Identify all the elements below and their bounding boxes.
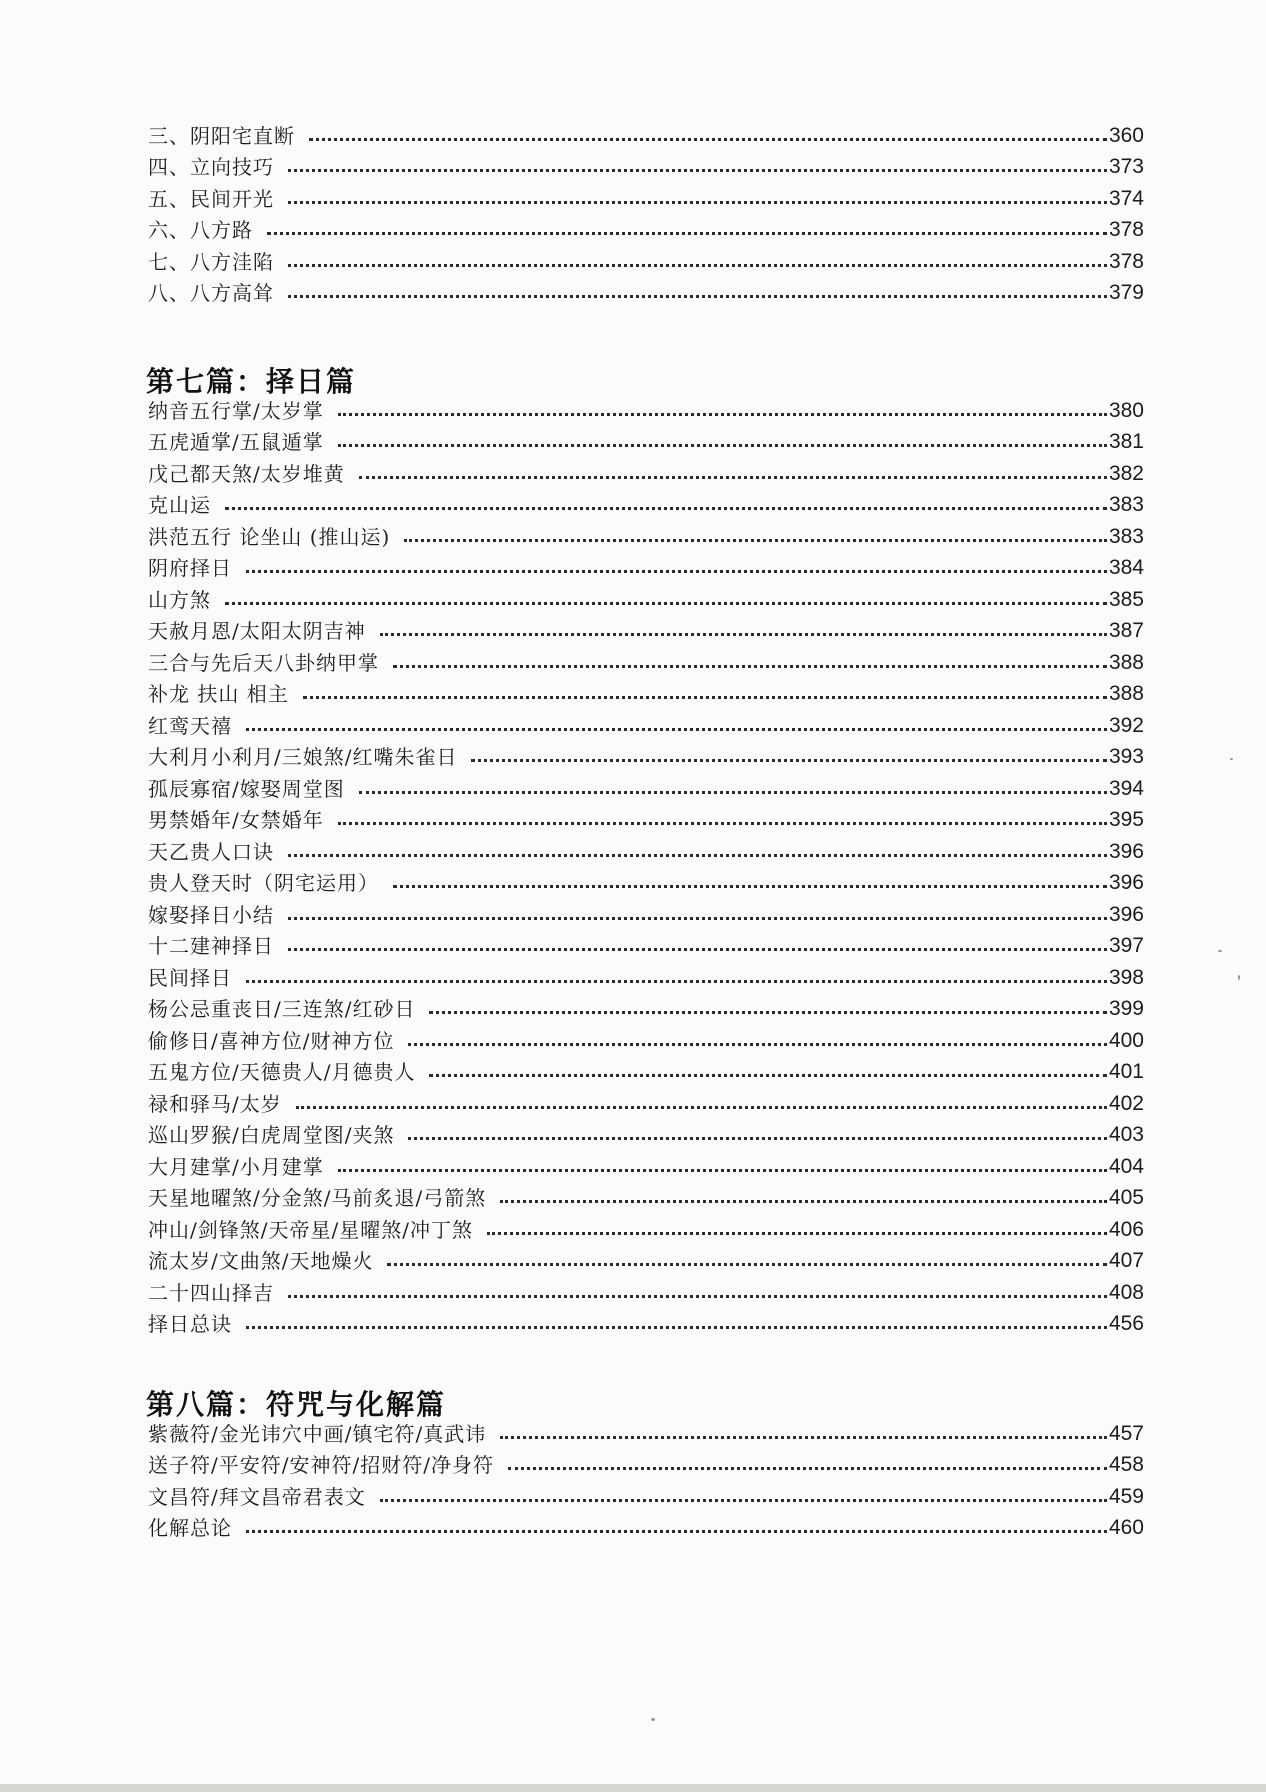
leader-dots (246, 570, 1107, 573)
toc-entry-page: 373 (1108, 155, 1144, 178)
toc-entry-page: 401 (1108, 1060, 1144, 1083)
leader-dots (288, 854, 1107, 857)
toc-entry (148, 1477, 1144, 1509)
leader-dots (380, 633, 1107, 636)
toc-entry-title: 五、民间开光 (148, 186, 274, 211)
toc-entry-title: 男禁婚年/女禁婚年 (148, 808, 324, 832)
toc-entry-title: 七、八方洼陷 (148, 249, 274, 274)
toc-entry (148, 1509, 1144, 1541)
toc-entry-page: 399 (1108, 997, 1144, 1020)
leader-dots (408, 1137, 1106, 1140)
toc-entry-page: 460 (1108, 1516, 1144, 1539)
toc-list-previous-section (148, 116, 1144, 305)
toc-entry (148, 391, 1144, 423)
toc-entry-page: 394 (1108, 776, 1144, 800)
toc-entry (148, 423, 1144, 455)
toc-entry-page: 388 (1108, 650, 1144, 674)
toc-entry-title: 三合与先后天八卦纳甲掌 (148, 650, 379, 675)
toc-entry-title: 紫薇符/金光讳穴中画/镇宅符/真武讳 (148, 1421, 487, 1446)
toc-entry (148, 1084, 1144, 1116)
leader-dots (338, 413, 1107, 416)
toc-entry-title: 十二建神择日 (148, 934, 274, 958)
leader-dots (471, 759, 1106, 762)
toc-entry (148, 832, 1144, 864)
leader-dots (267, 232, 1107, 235)
toc-entry-page: 406 (1108, 1217, 1144, 1241)
leader-dots (508, 1467, 1107, 1470)
leader-dots (500, 1200, 1107, 1203)
toc-entry-title: 杨公忌重丧日/三连煞/红砂日 (148, 997, 416, 1021)
toc-entry-title: 山方煞 (148, 587, 211, 612)
toc-entry-page: 404 (1108, 1154, 1144, 1178)
toc-entry (148, 1053, 1144, 1085)
toc-entry-page: 383 (1108, 524, 1144, 548)
toc-entry-title: 大利月小利月/三娘煞/红嘴朱雀日 (148, 745, 458, 769)
toc-entry-title: 文昌符/拜文昌帝君表文 (148, 1484, 366, 1509)
toc-entry-title: 洪范五行 论坐山 (推山运) (148, 524, 391, 549)
toc-entry-title: 八、八方高耸 (148, 281, 274, 305)
leader-dots (408, 1043, 1106, 1046)
leader-dots (246, 980, 1107, 983)
toc-entry (148, 895, 1144, 927)
toc-entry (148, 1179, 1144, 1211)
toc-entry (148, 864, 1144, 896)
toc-entry-title: 贵人登天时（阴宅运用） (148, 871, 379, 895)
toc-entry-page: 388 (1108, 682, 1144, 705)
leader-dots (338, 444, 1107, 447)
toc-entry (148, 1116, 1144, 1148)
toc-entry-page: 387 (1108, 619, 1144, 642)
toc-entry-title: 二十四山择吉 (148, 1280, 274, 1305)
toc-entry-page: 403 (1108, 1123, 1144, 1146)
toc-entry (148, 1273, 1144, 1305)
leader-dots (246, 728, 1107, 731)
toc-entry-page: 407 (1108, 1249, 1144, 1272)
toc-entry-page: 380 (1108, 398, 1144, 422)
toc-entry-page: 396 (1108, 902, 1144, 926)
toc-entry-page: 392 (1108, 713, 1144, 737)
toc-entry (148, 242, 1144, 274)
leader-dots (246, 1326, 1107, 1329)
toc-entry-page: 381 (1108, 430, 1144, 453)
leader-dots (288, 169, 1107, 172)
toc-entry (148, 738, 1144, 770)
toc-entry-title: 民间择日 (148, 965, 232, 990)
toc-entry-page: 396 (1108, 839, 1144, 863)
leader-dots (429, 1011, 1106, 1014)
toc-entry-title: 纳音五行掌/太岁掌 (148, 398, 324, 423)
toc-entry-title: 嫁娶择日小结 (148, 902, 274, 927)
toc-entry-title: 补龙 扶山 相主 (148, 682, 289, 706)
leader-dots (380, 1499, 1107, 1502)
toc-entry-page: 408 (1108, 1280, 1144, 1304)
scan-speck (651, 1718, 655, 1721)
toc-entry-title: 五鬼方位/天德贵人/月德贵人 (148, 1060, 416, 1084)
leader-dots (359, 476, 1107, 479)
toc-entry (148, 612, 1144, 644)
leader-dots (309, 138, 1107, 141)
leader-dots (338, 1169, 1107, 1172)
leader-dots (404, 539, 1107, 542)
toc-entry-title: 天赦月恩/太阳太阴吉神 (148, 619, 366, 643)
toc-entry (148, 1210, 1144, 1242)
toc-entry-page: 405 (1108, 1186, 1144, 1209)
leader-dots (393, 665, 1107, 668)
toc-entry-page: 457 (1108, 1421, 1144, 1445)
toc-entry-title: 禄和驿马/太岁 (148, 1091, 282, 1116)
leader-dots (296, 1106, 1107, 1109)
toc-entry-page: 396 (1108, 871, 1144, 894)
scan-speck (1230, 758, 1233, 760)
toc-entry-title: 流太岁/文曲煞/天地燥火 (148, 1249, 374, 1273)
toc-entry-page: 402 (1108, 1091, 1144, 1115)
toc-entry-title: 天乙贵人口诀 (148, 839, 274, 864)
leader-dots (225, 507, 1107, 510)
toc-entry-page: 360 (1108, 123, 1144, 147)
toc-entry-title: 化解总论 (148, 1516, 232, 1540)
toc-entry-title: 大月建掌/小月建掌 (148, 1154, 324, 1179)
toc-entry (148, 580, 1144, 612)
section-heading: 第八篇：符咒与化解篇 (146, 1388, 447, 1421)
leader-dots (359, 791, 1107, 794)
leader-dots (487, 1232, 1107, 1235)
toc-entry-page: 398 (1108, 965, 1144, 989)
toc-entry-title: 五虎遁掌/五鼠遁掌 (148, 430, 324, 454)
leader-dots (288, 948, 1107, 951)
toc-entry-title: 送子符/平安符/安神符/招财符/净身符 (148, 1453, 494, 1477)
toc-entry (148, 643, 1144, 675)
toc-entry-page: 379 (1108, 281, 1144, 304)
toc-entry (148, 549, 1144, 581)
toc-entry (148, 1305, 1144, 1337)
toc-entry-title: 冲山/剑锋煞/天帝星/星曜煞/冲丁煞 (148, 1217, 473, 1242)
toc-entry-title: 克山运 (148, 493, 211, 517)
toc-entry (148, 958, 1144, 990)
leader-dots (288, 264, 1107, 267)
toc-entry-page: 393 (1108, 745, 1144, 768)
scan-speck (1238, 975, 1240, 980)
toc-entry-title: 巡山罗猴/白虎周堂图/夹煞 (148, 1123, 395, 1147)
toc-entry (148, 116, 1144, 148)
leader-dots (500, 1436, 1107, 1439)
toc-entry-page: 378 (1108, 218, 1144, 241)
toc-entry (148, 801, 1144, 833)
toc-list-section-8 (148, 1414, 1144, 1540)
toc-entry-page: 374 (1108, 186, 1144, 210)
toc-entry (148, 517, 1144, 549)
toc-list-section-7 (148, 391, 1144, 1336)
toc-entry (148, 706, 1144, 738)
toc-entry (148, 1242, 1144, 1274)
toc-entry-page: 395 (1108, 808, 1144, 831)
toc-entry-title: 红鸾天禧 (148, 713, 232, 738)
leader-dots (303, 696, 1107, 699)
leader-dots (429, 1074, 1106, 1077)
toc-entry (148, 1021, 1144, 1053)
toc-entry (148, 274, 1144, 306)
leader-dots (288, 1295, 1107, 1298)
toc-entry-page: 378 (1108, 249, 1144, 273)
toc-entry-page: 384 (1108, 556, 1144, 579)
scan-speck (1218, 950, 1222, 952)
toc-entry-page: 400 (1108, 1028, 1144, 1052)
toc-entry (148, 990, 1144, 1022)
scan-edge (0, 1784, 1266, 1792)
toc-entry-title: 戊己都天煞/太岁堆黄 (148, 461, 345, 486)
leader-dots (225, 602, 1107, 605)
toc-entry-page: 385 (1108, 587, 1144, 611)
toc-entry-title: 孤辰寡宿/嫁娶周堂图 (148, 776, 345, 801)
toc-entry (148, 1147, 1144, 1179)
toc-entry-title: 阴府择日 (148, 556, 232, 580)
leader-dots (338, 822, 1107, 825)
toc-entry (148, 1414, 1144, 1446)
toc-entry (148, 211, 1144, 243)
leader-dots (288, 917, 1107, 920)
toc-entry (148, 927, 1144, 959)
toc-entry-page: 383 (1108, 493, 1144, 516)
toc-entry-page: 456 (1108, 1312, 1144, 1335)
toc-entry-page: 459 (1108, 1484, 1144, 1508)
toc-entry-title: 偷修日/喜神方位/财神方位 (148, 1028, 395, 1053)
leader-dots (246, 1530, 1107, 1533)
toc-entry (148, 454, 1144, 486)
leader-dots (288, 295, 1107, 298)
leader-dots (387, 1263, 1106, 1266)
leader-dots (393, 885, 1107, 888)
toc-entry (148, 179, 1144, 211)
toc-entry (148, 675, 1144, 707)
toc-entry-title: 天星地曜煞/分金煞/马前炙退/弓箭煞 (148, 1186, 487, 1210)
toc-entry (148, 1446, 1144, 1478)
toc-entry-title: 六、八方路 (148, 218, 253, 242)
toc-entry (148, 486, 1144, 518)
leader-dots (288, 201, 1107, 204)
toc-entry-title: 三、阴阳宅直断 (148, 123, 295, 148)
toc-entry-page: 458 (1108, 1453, 1144, 1476)
toc-entry (148, 148, 1144, 180)
toc-entry-page: 382 (1108, 461, 1144, 485)
section-heading: 第七篇：择日篇 (146, 365, 357, 398)
toc-entry (148, 769, 1144, 801)
toc-entry-page: 397 (1108, 934, 1144, 957)
toc-entry-title: 择日总诀 (148, 1312, 232, 1336)
toc-entry-title: 四、立向技巧 (148, 155, 274, 179)
